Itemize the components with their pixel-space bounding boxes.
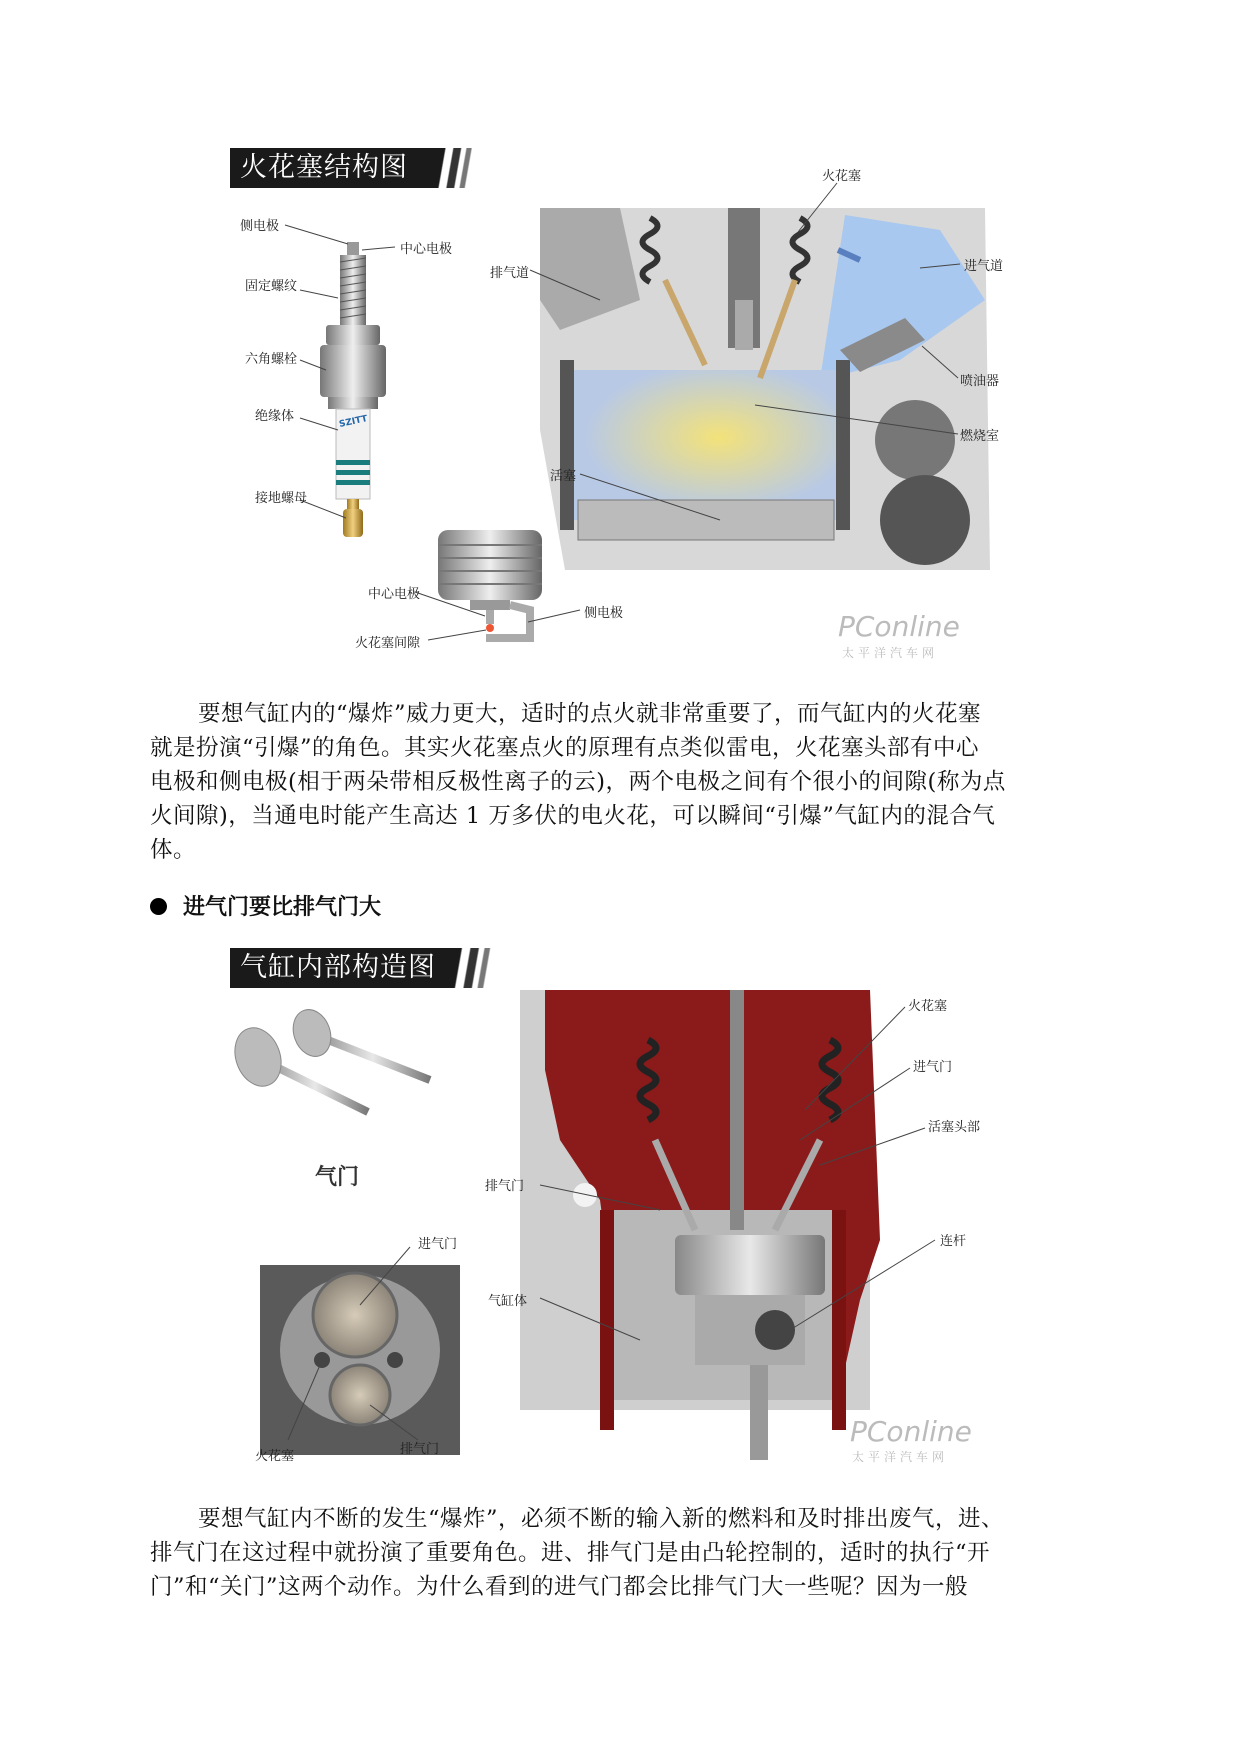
label-insulator: 绝缘体 [255,409,295,424]
section-heading [150,890,381,921]
electrode-detail-image [438,530,542,638]
plug-brand: SZITT [338,414,369,430]
heading-text: 进气门要比排气门大 [183,895,382,920]
spark-plug-figure [0,0,1241,680]
label-spark-plug: 火花塞 [822,169,862,184]
spark-plug-illustration [0,0,1241,680]
paragraph-line: 门”和“关门”这两个动作。为什么看到的进气门都会比排气门大一些呢？因为一般 [150,1574,969,1600]
valve-caption: 气门 [315,1165,360,1190]
label-spark-gap: 火花塞间隙 [355,636,421,651]
label-thread: 固定螺纹 [245,279,298,294]
label-piston: 活塞 [550,469,577,484]
label-center-electrode: 中心电极 [400,242,453,257]
figure1-title-banner: 火花塞结构图 [230,148,485,188]
label-intake-valve: 进气门 [913,1060,953,1075]
label-combustion-chamber: 燃烧室 [960,429,1000,444]
label-exhaust-port: 排气道 [490,266,530,281]
figure2-title-banner: 气缸内部构造图 [230,948,505,988]
watermark-sub: 太平洋汽车网 [842,646,939,660]
paragraph-line: 体。 [150,837,197,863]
cylinder-illustration [0,940,1241,1480]
watermark-logo: PConline [838,610,960,643]
label-hex: 六角螺栓 [245,352,298,367]
label-intake-port: 进气道 [964,259,1004,274]
paragraph-valves [150,1502,1110,1604]
watermark-logo: PConline [850,1415,972,1448]
label-head-spark: 火花塞 [255,1449,295,1464]
paragraph-spark-plug [150,697,1095,867]
watermark-sub: 太平洋汽车网 [852,1450,949,1464]
paragraph-line: 火间隙)，当通电时能产生高达 1 万多伏的电火花，可以瞬间“引爆”气缸内的混合气 [150,803,996,829]
label-spark-plug: 火花塞 [908,999,948,1014]
label-injector: 喷油器 [960,374,1000,389]
label-piston-head: 活塞头部 [928,1120,981,1135]
label-side-electrode: 侧电极 [240,219,280,234]
label-head-intake: 进气门 [418,1237,458,1252]
label-connecting-rod: 连杆 [940,1234,967,1249]
spark-plug-image [320,242,386,537]
engine-cutaway-image [540,208,990,570]
label-detail-side-electrode: 侧电极 [584,606,624,621]
label-exhaust-valve: 排气门 [485,1179,525,1194]
paragraph-line: 就是扮演“引爆”的角色。其实火花塞点火的原理有点类似雷电，火花塞头部有中心 [150,735,980,761]
valves-image [227,1004,430,1112]
paragraph-line: 要想气缸内的“爆炸”威力更大，适时的点火就非常重要了，而气缸内的火花塞 [198,701,982,727]
label-cylinder-block: 气缸体 [488,1294,528,1309]
bullet-icon [150,898,167,915]
label-ground-nut: 接地螺母 [255,491,308,506]
cylinder-figure [0,940,1241,1480]
label-head-exhaust: 排气门 [400,1442,440,1457]
cylinder-cutaway-image [520,990,880,1460]
paragraph-line: 排气门在这过程中就扮演了重要角色。进、排气门是由凸轮控制的，适时的执行“开 [150,1540,991,1566]
cylinder-head-image [260,1265,460,1455]
paragraph-line: 要想气缸内不断的发生“爆炸”，必须不断的输入新的燃料和及时排出废气，进、 [198,1506,1005,1532]
paragraph-line: 电极和侧电极(相于两朵带相反极性离子的云)，两个电极之间有个很小的间隙(称为点 [150,769,1006,795]
label-detail-center-electrode: 中心电极 [368,587,421,602]
